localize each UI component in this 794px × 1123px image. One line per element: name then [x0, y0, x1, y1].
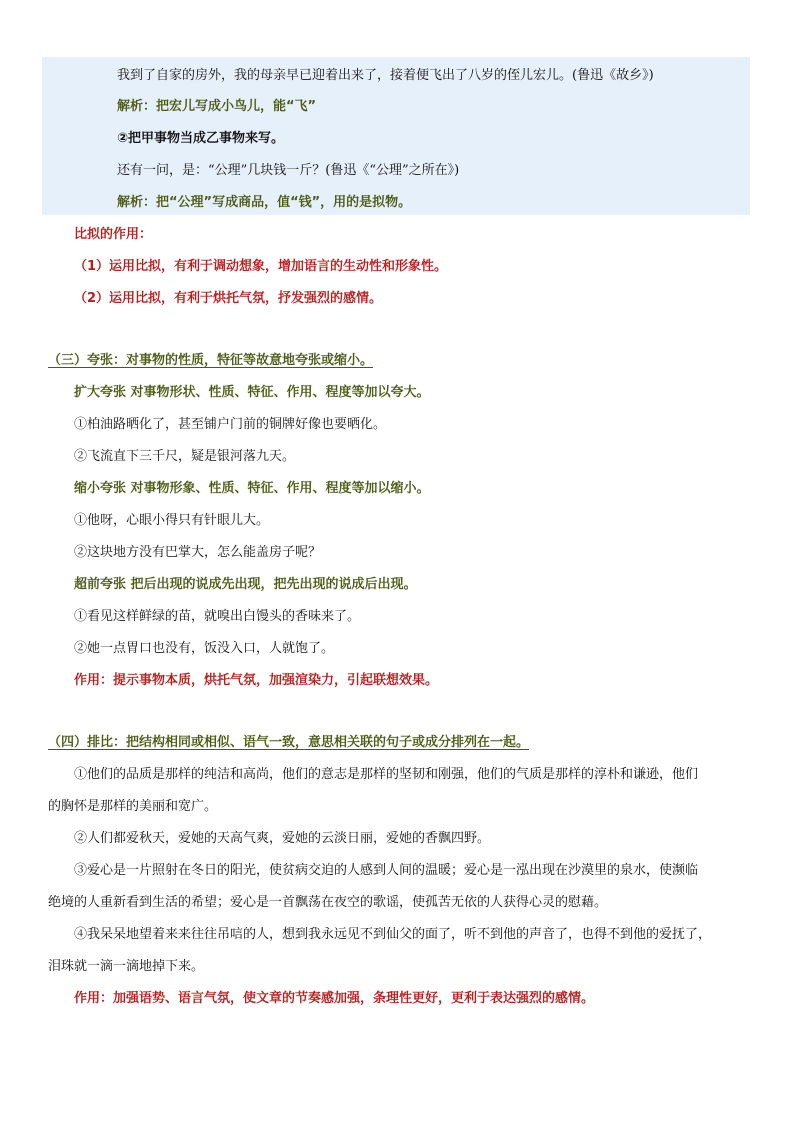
- kuazhang-type-2: 缩小夸张 对事物形象、性质、特征、作用、程度等加以缩小。: [74, 481, 430, 496]
- kuazhang-type-1: 扩大夸张 对事物形状、性质、特征、作用、程度等加以夸大。: [74, 385, 430, 400]
- kuazhang-example-3b: ②她一点胃口也没有，饭没入口，人就饱了。: [74, 641, 335, 656]
- kuazhang-type-3: 超前夸张 把后出现的说成先出现，把先出现的说成后出现。: [74, 577, 417, 592]
- nizhi-effect-heading: 比拟的作用：: [74, 227, 153, 242]
- paibi-example-4a: ④我呆呆地望着来来往往吊唁的人，想到我永远见不到仙父的面了，听不到他的声音了，也得不到他的爱抚了，: [74, 927, 712, 942]
- paibi-example-1a: ①他们的品质是那样的纯洁和高尚，他们的意志是那样的坚韧和刚强，他们的气质是那样的淳朴和谦逊，他们: [74, 767, 699, 782]
- kuazhang-heading: （三）夸张：对事物的性质，特征等故意地夸张或缩小。: [48, 353, 374, 368]
- nizhi-effect-1: （1）运用比拟，有利于调动想象，增加语言的生动性和形象性。: [74, 259, 448, 274]
- paibi-example-1b: 的胸怀是那样的美丽和宽广。: [48, 799, 218, 814]
- quote-line-2: 还有一问，是：“公理”几块钱一斤？(鲁迅《“公理”之所在》): [117, 163, 460, 178]
- quote-line-1: 我到了自家的房外，我的母亲早已迎着出来了，接着便飞出了八岁的侄儿宏儿。(鲁迅《故乡》): [117, 68, 654, 83]
- analysis-line-1: 解析：把宏儿写成小鸟儿，能“飞”: [117, 99, 317, 114]
- paibi-example-3b: 绝境的人重新看到生活的希望；爱心是一首飘荡在夜空的歌谣，使孤苦无依的人获得心灵的慰藉。: [48, 895, 608, 910]
- kuazhang-effect: 作用：提示事物本质，烘托气氛，加强渲染力，引起联想效果。: [74, 673, 439, 688]
- subtype-heading: ②把甲事物当成乙事物来写。: [117, 131, 285, 146]
- paibi-effect: 作用：加强语势、语言气氛，使文章的节奏感加强，条理性更好，更利于表达强烈的感情。: [74, 991, 595, 1006]
- paibi-example-2: ②人们都爱秋天，爱她的天高气爽，爱她的云淡日丽，爱她的香飘四野。: [74, 831, 491, 846]
- kuazhang-example-2b: ②这块地方没有巴掌大，怎么能盖房子呢？: [74, 545, 322, 560]
- analysis-line-2: 解析：把“公理”写成商品，值“钱”，用的是拟物。: [117, 195, 412, 210]
- paibi-example-3a: ③爱心是一片照射在冬日的阳光，使贫病交迫的人感到人间的温暖；爱心是一泓出现在沙漠里的泉水，使濒临: [74, 863, 699, 878]
- kuazhang-example-3a: ①看见这样鲜绿的苗，就嗅出白馒头的香味来了。: [74, 609, 361, 624]
- kuazhang-example-1a: ①柏油路晒化了，甚至铺户门前的铜牌好像也要晒化。: [74, 417, 387, 432]
- nizhi-effect-2: （2）运用比拟，有利于烘托气氛，抒发强烈的感情。: [74, 291, 383, 306]
- kuazhang-example-2a: ①他呀，心眼小得只有针眼儿大。: [74, 513, 270, 528]
- kuazhang-example-1b: ②飞流直下三千尺，疑是银河落九天。: [74, 449, 296, 464]
- paibi-example-4b: 泪珠就一滴一滴地掉下来。: [48, 959, 205, 974]
- paibi-heading: （四）排比：把结构相同或相似、语气一致，意思相关联的句子或成分排列在一起。: [48, 735, 530, 750]
